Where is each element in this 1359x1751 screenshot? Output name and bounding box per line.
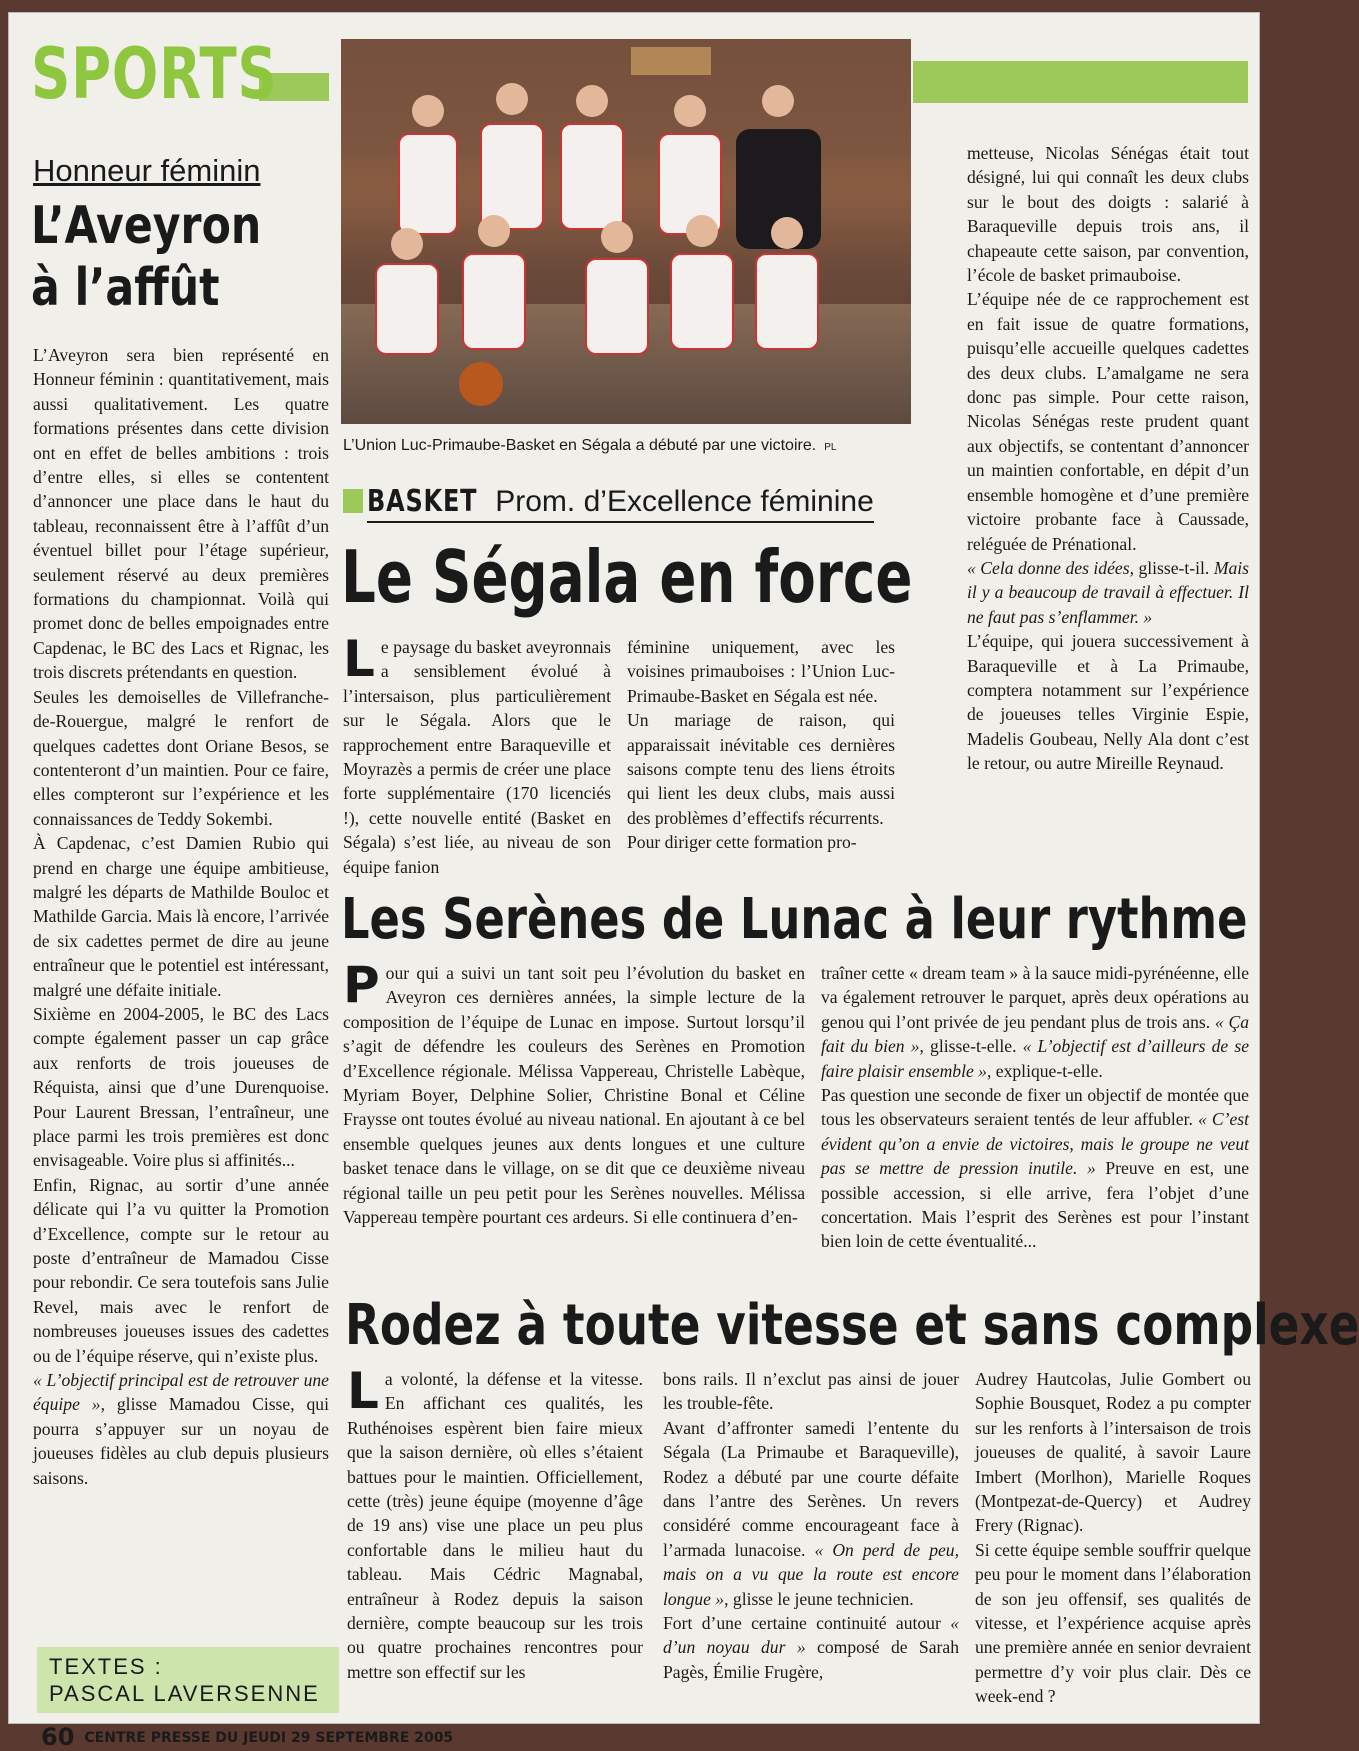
- quote: « d’un noyau dur »: [663, 1613, 959, 1658]
- paper-content: [23, 25, 1359, 1751]
- drop-cap: P: [343, 956, 380, 1014]
- quote: « L’objectif principal est de retrouver une équipe »: [33, 1370, 329, 1415]
- text-run: , explique-t-elle.: [986, 1060, 1103, 1081]
- text-run: , glisse-t-elle.: [919, 1036, 1023, 1057]
- team-photo: [341, 39, 911, 424]
- author-credit-box: [37, 1647, 339, 1713]
- quote: « Ça fait du bien »: [821, 1011, 1249, 1057]
- left-rubric: Honneur féminin: [33, 153, 261, 188]
- photo-caption: [343, 437, 836, 455]
- paragraph: [967, 556, 1249, 629]
- kicker-label: BASKET: [367, 484, 478, 519]
- rodez-col-3: [975, 1367, 1251, 1709]
- rodez-col-1: [347, 1362, 643, 1684]
- paragraph: bons rails. Il n’exclut pas ainsi de jouer les trouble-fête.: [663, 1369, 959, 1414]
- kicker-text: Prom. d’Excellence féminine: [495, 485, 874, 518]
- segala-col-3: [967, 141, 1249, 776]
- left-paragraph: L’Aveyron sera bien représenté en Honneur féminin : quantitativement, mais aussi qualitativement. Les quatre formations présentes dans cette division ont en effet de belles ambitions : trois d’entre elles, si elles se contentent d’annoncer une place dans le haut du tableau, reconnaissent être à l’affût d’un éventuel billet pour l’étage supérieur, seulement réservé au deux premières formations du championnat. Voilà qui promet donc de belles empoignades entre Capdenac, le BC des Lacs et Rignac, les trois discrets prétendants en question.: [33, 345, 329, 683]
- rodez-headline: Rodez à toute vitesse et sans complexe: [345, 1293, 1359, 1358]
- segala-col-2: [627, 635, 895, 855]
- drop-cap: L: [347, 1362, 379, 1420]
- paragraph: Si cette équipe semble souffrir quelque peu pour le moment dans l’élaboration de son jeu offensif, ses qualités de vitesse, et l’expérience acquise après une première année en senior devraient permettre d’y voir plus clair. Dès ce week-end ?: [975, 1539, 1251, 1707]
- footer-text: CENTRE PRESSE DU JEUDI 29 SEPTEMBRE 2005: [84, 1730, 454, 1746]
- paragraph: [663, 1416, 959, 1611]
- paragraph: metteuse, Nicolas Sénégas était tout désigné, lui qui connaît les deux clubs sur le bout des doigts : salarié à Baraqueville depuis trois ans, il chapeaute cette saison, par convention, l’école de basket primauboise.: [967, 143, 1249, 286]
- paragraph: féminine uniquement, avec les voisines primauboises : l’Union Luc-Primaube-Basket en Ségala est née.: [627, 637, 895, 706]
- left-paragraph: Seules les demoiselles de Villefranche-de-Rouergue, malgré le renfort de quelques cadettes dont Oriane Besos, se contenteront d’un maintien. Pour ce faire, elles compteront sur l’expérience et les connaissances de Teddy Sokembi.: [33, 686, 329, 829]
- team-photo-illustration: [341, 39, 911, 424]
- lunac-col-2: [821, 961, 1249, 1254]
- credit-label: TEXTES :: [49, 1654, 163, 1679]
- text-run: Fort d’une certaine continuité autour: [663, 1613, 951, 1634]
- green-rule-right: [913, 61, 1248, 103]
- segala-col-1: [343, 630, 611, 879]
- segala-kicker: [343, 485, 874, 519]
- section-title: SPORTS: [31, 33, 278, 115]
- left-paragraph: À Capdenac, c’est Damien Rubio qui prend en charge une équipe ambitieuse, malgré les départs de Mathilde Bouloc et Mathilde Garcia. Mais là encore, l’arrivée de six cadettes permet de dire au jeune entraîneur que le potentiel est intéressant, malgré une défaite initiale.: [33, 833, 329, 1000]
- page-footer: [41, 1723, 453, 1751]
- lunac-col-1: [343, 956, 805, 1229]
- left-paragraph: [33, 1368, 329, 1490]
- quote: « L’objectif est d’ailleurs de se faire plaisir ensemble »: [821, 1036, 1250, 1081]
- segala-headline: Le Ségala en force: [341, 535, 913, 619]
- paragraph: [821, 961, 1249, 1083]
- text-run: glisse-t-il.: [1133, 557, 1214, 578]
- paragraph: Pour diriger cette formation pro-: [627, 832, 857, 853]
- paragraph: L’équipe née de ce rapprochement est en fait issue de quatre formations, puisqu’elle accueille quelques cadettes des deux clubs. L’amalgame ne sera donc pas simple. Pour cette raison, Nicolas Sénégas reste prudent quant aux objectifs, se contentant d’annoncer un maintien confortable, en dépit d’un ensemble homogène et d’une première victoire probante face à Caussade, reléguée de Prénational.: [967, 289, 1249, 554]
- paragraph: Un mariage de raison, qui apparaissait inévitable ces dernières saisons compte tenu des liens étroits qui lient les deux clubs, mais aussi des problèmes d’effectifs récurrents.: [627, 710, 895, 828]
- left-headline: [31, 195, 302, 319]
- text-run: a volonté, la défense et la vitesse. En affichant ces qualités, les Ruthénoises espèrent bien faire mieux que la saison dernière, où elles s’étaient battues pour le maintien. Officiellement, cette (très) jeune équipe (moyenne d’âge de 19 ans) vise une place un peu plus confortable dans le milieu haut du tableau. Mais Cédric Magnabal, entraîneur à Rodez depuis la saison dernière, compte beaucoup sur les trois ou quatre prochaines rencontres pour mettre son effectif sur les: [347, 1369, 643, 1682]
- quote: « Cela donne des idées,: [967, 557, 1134, 578]
- left-article-body: [33, 343, 329, 1490]
- paragraph: [663, 1611, 959, 1684]
- kicker-underline: [367, 521, 874, 523]
- text-run: , glisse le jeune technicien.: [724, 1588, 914, 1609]
- caption-text: L’Union Luc-Primaube-Basket en Ségala a débuté par une victoire.: [343, 437, 817, 454]
- text-run: e paysage du basket aveyronnais a sensiblement évolué à l’intersaison, plus particulièrement sur le Ségala. Alors que le rapprochement entre Baraqueville et Moyrazès a permis de créer une place forte supplémentaire (170 licenciés !), cette nouvelle entité (Basket en Ségala) s’est liée, au niveau de son équipe fanion: [343, 637, 611, 877]
- kicker-square: [343, 489, 363, 513]
- paragraph: [821, 1083, 1249, 1254]
- page-number: 60: [41, 1723, 75, 1751]
- left-paragraph: Enfin, Rignac, au sortir d’une année délicate qui l’a vu quitter la Promotion d’Excellence, compte sur le retour au poste d’entraîneur de Mamadou Cisse pour rebondir. Ce sera toutefois sans Julie Revel, mais avec le renfort de nombreuses joueuses issues des cadettes ou de l’équipe réserve, qui n’existe plus.: [33, 1174, 329, 1366]
- credit-author: PASCAL LAVERSENNE: [49, 1681, 320, 1706]
- text-run: Preuve en est, une possible accession, si elle arrive, fera l’objet d’une concertation. Mais l’esprit des Serènes est pour l’instant bien loin de cette éventualité...: [821, 1158, 1249, 1252]
- text-run: , glisse Mamadou Cisse, qui pourra s’appuyer sur un noyau de joueuses fidèles au club depuis plusieurs saisons.: [33, 1394, 329, 1488]
- text-run: our qui a suivi un tant soit peu l’évolution du basket en Aveyron ces dernières années, la simple lecture de la composition de l’équipe de Lunac en impose. Surtout lorsqu’il s’agit de défendre les couleurs des Serènes en Promotion d’Excellence régionale. Mélissa Vappereau, Christelle Labèque, Myriam Boyer, Delphine Solier, Christine Bonal et Céline Fraysse ont toutes évolué au niveau national. En ajoutant à ce bel ensemble quelques jeunes aux dents longues et une culture basket tenace dans le village, on se dit que ce deuxième niveau régional taille un peu petit pour les Serènes nouvelles. Mélissa Vappereau tempère pourtant ces ardeurs. Si elle continuera d’en-: [343, 963, 805, 1228]
- rodez-col-2: [663, 1367, 959, 1684]
- left-headline-line2: à l’affût: [31, 258, 220, 318]
- paragraph: Audrey Hautcolas, Julie Gombert ou Sophie Bousquet, Rodez a pu compter sur les renforts à l’intersaison de trois joueuses de qualité, à savoir Laure Imbert (Morlhon), Marielle Roques (Montpezat-de-Quercy) et Audrey Frery (Rignac).: [975, 1369, 1251, 1536]
- text-run: Pas question une seconde de fixer un objectif de montée que tous les observateurs seraient tentés de leur affubler.: [821, 1085, 1249, 1130]
- text-run: traîner cette « dream team » à la sauce midi-pyrénéenne, elle va également retrouver le parquet, après deux opérations au genou qui l’ont privée de jeu pendant plus de trois ans.: [821, 963, 1249, 1032]
- text-run: Avant d’affronter samedi l’entente du Ségala (La Primaube et Baraqueville), Rodez a débuté par une courte défaite dans l’antre des Serènes. Un revers considéré comme encourageant face à l’armada lunacoise.: [663, 1417, 959, 1560]
- quote: Mais il y a beaucoup de travail à effectuer. Il ne faut pas s’enflammer. »: [967, 557, 1250, 627]
- photo-credit: PL: [824, 442, 837, 453]
- left-paragraph: Sixième en 2004-2005, le BC des Lacs compte également passer un cap grâce aux renforts de trois joueuses de Réquista, ainsi que d’une Durenquoise. Pour Laurent Bressan, l’entraîneur, une place parmi les trois premières est donc envisageable. Voire plus si affinités...: [33, 1003, 329, 1171]
- newspaper-page: [8, 12, 1359, 1751]
- paragraph: L’équipe, qui jouera successivement à Baraqueville et à La Primaube, comptera notamment sur l’expérience de joueuses telles Virginie Espie, Madelis Goubeau, Nelly Ala dont c’est le retour, ou autre Mireille Reynaud.: [967, 631, 1249, 774]
- quote: « On perd de peu, mais on a vu que la route est encore longue »: [663, 1539, 959, 1609]
- quote: « C’est évident qu’on a envie de victoires, mais le groupe ne veut pas se mettre de pression inutile. »: [821, 1109, 1249, 1179]
- drop-cap: L: [343, 630, 375, 688]
- text-run: composé de Sarah Pagès, Émilie Frugère,: [663, 1637, 959, 1682]
- lunac-headline: Les Serènes de Lunac à leur rythme: [341, 887, 1248, 952]
- left-headline-line1: L’Aveyron: [31, 196, 262, 256]
